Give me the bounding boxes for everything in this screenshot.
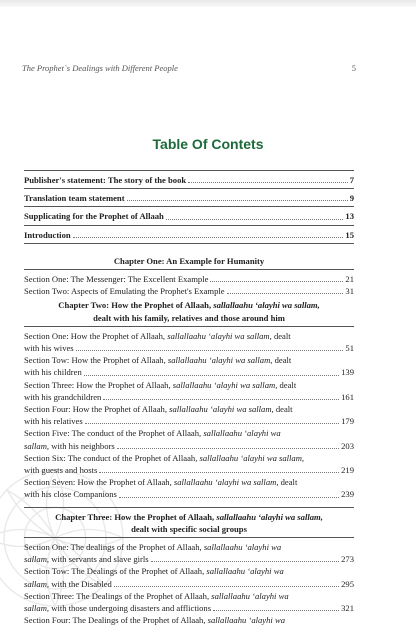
honorific: sallallaahu ‘alayhi wa — [203, 542, 282, 553]
entry-title: Introduction — [24, 229, 71, 240]
entry-title: Section Tow: How the Prophet of Allaah, — [24, 355, 166, 366]
entry-page: 139 — [341, 367, 354, 378]
toc-list — [24, 168, 354, 627]
page-title: Table Of Contets — [152, 136, 264, 152]
toc-entry-ch3-s1[interactable] — [24, 541, 354, 565]
entry-title: Section Four: How the Prophet of Allaah, — [24, 404, 167, 415]
entry-page: 31 — [345, 286, 354, 297]
entry-title-cont: with his relatives — [24, 416, 83, 427]
entry-title: Section Three: The Dealings of the Prophet of Allaah, — [24, 590, 210, 601]
entry-title-cont: with guests and hosts — [24, 465, 98, 476]
entry-title-cont: dealt — [279, 379, 297, 390]
chapter-three-heading — [24, 511, 354, 535]
leader-dots — [210, 281, 343, 282]
toc-entry-translation[interactable] — [24, 192, 354, 204]
entry-page: 321 — [341, 603, 354, 614]
running-head: The Prophet`s Dealings with Different People — [22, 63, 178, 73]
entry-page: 273 — [341, 554, 354, 565]
leader-dots — [151, 561, 339, 562]
leader-dots — [213, 610, 339, 611]
toc-entry-ch3-s3[interactable] — [24, 590, 354, 614]
chapter-three-title: Chapter Three: How the Prophet of Allaah, — [55, 511, 215, 522]
honorific: sallallaahu ‘alayhi wa sallam, — [216, 511, 323, 522]
divider — [24, 507, 354, 508]
divider — [24, 326, 354, 327]
entry-page: 7 — [349, 175, 354, 185]
entry-title-cont: dealt — [275, 404, 293, 415]
entry-title: Translation team statement — [24, 193, 125, 204]
page-number: 5 — [351, 63, 356, 73]
honorific: sallam, — [24, 603, 50, 614]
entry-title-cont: with his neighbors — [51, 440, 115, 451]
leader-dots — [166, 219, 344, 220]
leader-dots — [188, 182, 348, 183]
top-border — [0, 0, 416, 7]
entry-title: Section Five: The conduct of the Prophet of Allaah, — [24, 428, 202, 439]
divider — [24, 170, 354, 171]
divider — [24, 206, 354, 207]
entry-page: 9 — [349, 193, 354, 204]
divider — [24, 537, 354, 538]
entry-title: Section Four: The Dealings of the Prophet of Allaah, — [24, 615, 206, 626]
toc-entry-ch2-s7[interactable] — [24, 476, 354, 500]
chapter-two-title: Chapter Two: How the Prophet of Allaah, — [58, 300, 212, 311]
entry-page: 51 — [345, 343, 354, 354]
honorific: sallam, — [24, 578, 50, 589]
entry-page: 203 — [341, 440, 354, 451]
entry-page: 219 — [341, 465, 354, 476]
toc-entry-ch3-s2[interactable] — [24, 565, 354, 589]
toc-entry-ch1-s2[interactable] — [24, 285, 354, 297]
honorific: sallallaahu ‘alayhi wa sallam, — [169, 404, 274, 415]
honorific: sallallaahu ‘alayhi wa sallam, — [213, 300, 320, 311]
divider — [24, 243, 354, 244]
entry-page: 295 — [341, 578, 354, 589]
entry-title: Publisher's statement: The story of the book — [24, 175, 187, 185]
chapter-two-subtitle: dealt with his family, relatives and those around him — [93, 312, 285, 323]
toc-entry-publisher[interactable] — [24, 174, 354, 186]
honorific: sallallaahu ‘alayhi wa sallam, — [173, 477, 279, 488]
leader-dots — [227, 293, 344, 294]
entry-page: 179 — [341, 416, 354, 427]
entry-title-cont: with those undergoing disasters and afflictions — [51, 603, 212, 614]
entry-title: Section Seven: How the Prophet of Allaah, — [24, 477, 172, 488]
honorific: sallallaahu ‘alayhi wa — [206, 566, 284, 577]
entry-page: 13 — [345, 211, 354, 222]
entry-page: 15 — [345, 229, 354, 240]
honorific: sallallaahu ‘alayhi wa — [203, 428, 281, 439]
toc-entry-ch3-s4[interactable] — [24, 614, 354, 626]
chapter-two-heading — [24, 299, 354, 323]
honorific: sallallaahu ‘alayhi wa — [207, 615, 285, 626]
chapter-one-heading: Chapter One: An Example for Humanity — [113, 255, 265, 266]
entry-title-cont: dealt — [274, 355, 292, 366]
toc-entry-ch2-s1[interactable] — [24, 330, 354, 354]
honorific: sallam, — [24, 554, 50, 565]
leader-dots — [119, 497, 339, 498]
leader-dots — [114, 586, 339, 587]
entry-page: 161 — [341, 391, 354, 402]
toc-entry-ch2-s2[interactable] — [24, 354, 354, 378]
entry-title-cont: with servants and slave girls — [51, 554, 149, 565]
entry-page: 21 — [345, 274, 354, 285]
entry-title-cont: with his grandchildren — [24, 391, 102, 402]
entry-title-cont: with his children — [24, 367, 82, 378]
toc-entry-ch2-s3[interactable] — [24, 379, 354, 403]
entry-title-cont: with the Disabled — [51, 578, 112, 589]
leader-dots — [76, 350, 344, 351]
entry-page: 239 — [341, 489, 354, 500]
honorific: sallallaahu ‘alayhi wa — [211, 590, 289, 601]
leader-dots — [103, 399, 339, 400]
honorific: sallallaahu ‘alayhi wa sallam, — [167, 355, 273, 366]
entry-title: Section One: The Messenger: The Excellent Example — [24, 274, 209, 285]
entry-title: Section Six: The conduct of the Prophet of Allaah, — [24, 452, 198, 463]
entry-title-cont: with his close Companions — [24, 489, 117, 500]
toc-entry-ch2-s6[interactable] — [24, 452, 354, 476]
entry-title: Section One: How the Prophet of Allaah, — [24, 330, 166, 341]
honorific: sallam, — [24, 440, 50, 451]
toc-entry-supplicating[interactable] — [24, 210, 354, 222]
leader-dots — [85, 423, 339, 424]
divider — [24, 269, 354, 270]
divider — [24, 188, 354, 189]
entry-title-cont: dealt — [273, 330, 291, 341]
honorific: sallallaahu ‘alayhi wa sallam, — [199, 452, 305, 463]
entry-title-cont: dealt — [280, 477, 298, 488]
entry-title: Section Tow: The Dealings of the Prophet of Allaah, — [24, 566, 205, 577]
toc-entry-introduction[interactable] — [24, 229, 354, 241]
entry-title: Section Two: Aspects of Emulating the Prophet's Example — [24, 286, 225, 297]
leader-dots — [84, 375, 339, 376]
leader-dots — [99, 472, 339, 473]
toc-entry-ch1-s1[interactable] — [24, 273, 354, 285]
entry-title: Section Three: How the Prophet of Allaah, — [24, 379, 171, 390]
honorific: sallallaahu ‘alayhi wa sallam, — [172, 379, 278, 390]
leader-dots — [73, 237, 344, 238]
divider — [24, 225, 354, 226]
toc-entry-ch2-s4[interactable] — [24, 403, 354, 427]
entry-title: Section One: The dealings of the Prophet of Allaah, — [24, 542, 202, 553]
entry-title-cont: with his wives — [24, 343, 74, 354]
honorific: sallallaahu ‘alayhi wa sallam, — [167, 330, 272, 341]
leader-dots — [117, 448, 339, 449]
chapter-three-subtitle: dealt with specific social groups — [131, 523, 247, 534]
toc-entry-ch2-s5[interactable] — [24, 427, 354, 451]
leader-dots — [127, 200, 348, 201]
entry-title: Supplicating for the Prophet of Allaah — [24, 211, 164, 222]
